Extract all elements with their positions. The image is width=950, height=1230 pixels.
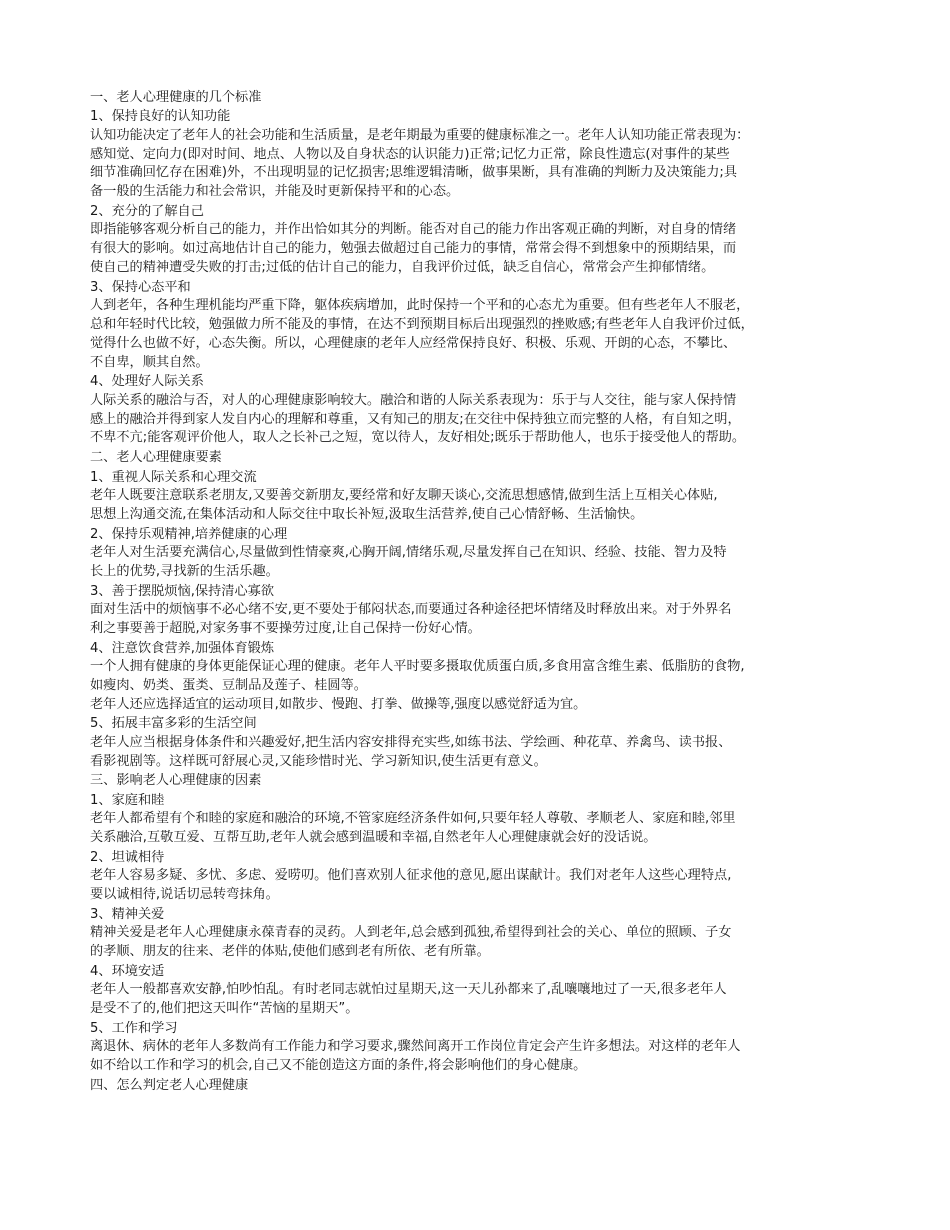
section-heading: 1、家庭和睦 (90, 792, 165, 808)
paragraph (90, 601, 862, 639)
paragraph (90, 127, 862, 202)
paragraph-line: 面对生活中的烦恼事不必心绪不安,更不要处于郁闷状态,而要通过各种途径把坏情绪及时释放出来。对于外界名 (90, 602, 732, 617)
paragraph-line: 是受不了的,他们把这天叫作“苦恼的星期天”。 (90, 1001, 359, 1016)
paragraph-line: 感上的融洽并得到家人发自内心的理解和尊重，又有知己的朋友;在交往中保持独立而完整的人格，有自知之明， (90, 411, 741, 427)
document-body (90, 88, 862, 1095)
paragraph-line: 利之事要善于超脱,对家务事不要操劳过度,让自己保持一份好心情。 (90, 620, 481, 636)
paragraph (90, 297, 862, 372)
paragraph-line: 觉得什么也做不好，心态失衡。所以，心理健康的老年人应经常保持良好、积极、乐观、开朗的心态，不攀比、 (90, 335, 737, 351)
paragraph-line: 老年人应当根据身体条件和兴趣爱好,把生活内容安排得充实些,如练书法、学绘画、种花草、养禽鸟、读书报、 (90, 734, 732, 750)
paragraph-line: 如不给以工作和学习的机会,自己又不能创造这方面的条件,将会影响他们的身心健康。 (90, 1058, 587, 1073)
paragraph-line: 老年人都希望有个和睦的家庭和融洽的环境,不管家庭经济条件如何,只要年轻人尊敬、孝顺老人、家庭和睦,邻里 (90, 811, 736, 827)
paragraph (90, 810, 862, 848)
paragraph-line: 即指能够客观分析自己的能力，并作出恰如其分的判断。能否对自己的能力作出客观正确的判断，对自身的情绪 (90, 222, 737, 238)
paragraph (90, 544, 862, 582)
section-heading: 5、工作和学习 (90, 1020, 178, 1036)
paragraph-line: 老年人一般都喜欢安静,怕吵怕乱。有时老同志就怕过星期天,这一天儿孙都来了,乱嚷嚷地过了一天,很多老年人 (90, 982, 727, 998)
paragraph (90, 981, 862, 1019)
paragraph-line: 要以诚相待,说话切忌转弯抹角。 (90, 887, 279, 902)
paragraph-line: 的孝顺、朋友的往来、老伴的体贴,使他们感到老有所依、老有所靠。 (90, 944, 490, 959)
section-heading: 2、坦诚相待 (90, 849, 165, 865)
section-heading: 4、注意饮食营养,加强体育锻炼 (90, 640, 275, 656)
section-heading: 3、善于摆脱烦恼,保持清心寡欲 (90, 583, 275, 599)
section-heading: 一、老人心理健康的几个标准 (90, 90, 262, 105)
paragraph (90, 392, 862, 448)
section-heading: 3、保持心态平和 (90, 279, 191, 295)
paragraph (90, 221, 862, 277)
paragraph (90, 734, 862, 772)
section-heading: 三、影响老人心理健康的因素 (90, 773, 262, 789)
paragraph-line: 人际关系的融洽与否，对人的心理健康影响较大。融洽和谐的人际关系表现为：乐于与人交往，能与家人保持情 (90, 392, 737, 408)
section-heading: 5、拓展丰富多彩的生活空间 (90, 716, 257, 732)
paragraph-line: 人到老年，各种生理机能均严重下降，躯体疾病增加，此时保持一个平和的心态尤为重要。但有些老年人不服老， (90, 298, 750, 314)
paragraph-line: 老年人既要注意联系老朋友,又要善交新朋友,要经常和好友聊天谈心,交流思想感情,做到生活上互相关心体贴, (90, 488, 718, 503)
section-heading: 四、怎么判定老人心理健康 (90, 1077, 249, 1093)
section-heading: 3、精神关爱 (90, 906, 165, 922)
section-heading: 二、老人心理健康要素 (90, 450, 222, 466)
paragraph-line: 看影视剧等。这样既可舒展心灵,又能珍惜时光、学习新知识,使生活更有意义。 (90, 753, 547, 769)
section-heading: 4、处理好人际关系 (90, 374, 204, 390)
paragraph-line: 离退休、病休的老年人多数尚有工作能力和学习要求,骤然间离开工作岗位肯定会产生许多想法。对这样的老年人 (90, 1039, 741, 1055)
paragraph (90, 487, 862, 525)
section-heading: 4、环境安适 (90, 963, 165, 979)
paragraph-line: 老年人容易多疑、多忧、多虑、爱唠叨。他们喜欢别人征求他的意见,愿出谋献计。我们对老年人这些心理特点, (90, 868, 732, 884)
paragraph-line: 不自卑，顺其自然。 (90, 354, 209, 370)
paragraph-line: 老年人对生活要充满信心,尽量做到性情豪爽,心胸开阔,情绪乐观,尽量发挥自己在知识、经验、技能、智力及特 (90, 545, 727, 560)
paragraph-line: 使自己的精神遭受失败的打击;过低的估计自己的能力，自我评价过低，缺乏自信心，常常会产生抑郁情绪。 (90, 260, 715, 275)
paragraph-line: 老年人还应选择适宜的运动项目,如散步、慢跑、打拳、做操等,强度以感觉舒适为宜。 (90, 696, 587, 712)
paragraph-line: 细节准确回忆存在困难)外，不出现明显的记忆损害;思维逻辑清晰，做事果断，具有准确的判断力及决策能力;具 (90, 165, 738, 181)
paragraph-line: 认知功能决定了老年人的社会功能和生活质量，是老年期最为重要的健康标准之一。老年人认知功能正常表现为： (90, 127, 750, 143)
paragraph-line: 关系融洽,互敬互爱、互帮互助,老年人就会感到温暖和幸福,自然老年人心理健康就会好的没话说。 (90, 830, 657, 845)
section-heading: 1、重视人际关系和心理交流 (90, 469, 257, 485)
paragraph (90, 924, 862, 962)
paragraph-line: 感知觉、定向力(即对时间、地点、人物以及自身状态的认识能力)正常;记忆力正常，除良性遗忘(对事件的某些 (90, 146, 730, 162)
paragraph-line: 不卑不亢;能客观评价他人，取人之长补己之短，宽以待人，友好相处;既乐于帮助他人，也乐于接受他人的帮助。 (90, 430, 746, 446)
paragraph (90, 867, 862, 905)
paragraph-line: 长上的优势,寻找新的生活乐趣。 (90, 563, 279, 579)
paragraph-line: 如瘦肉、奶类、蛋类、豆制品及莲子、桂圆等。 (90, 677, 367, 693)
section-heading: 2、充分的了解自己 (90, 204, 204, 219)
section-heading: 1、保持良好的认知功能 (90, 109, 231, 125)
paragraph (90, 1038, 862, 1076)
paragraph-line: 总和年轻时代比较，勉强做力所不能及的事情，在达不到预期目标后出现强烈的挫败感;有些老年人自我评价过低， (90, 317, 754, 332)
paragraph-line: 有很大的影响。如过高地估计自己的能力，勉强去做超过自己能力的事情，常常会得不到想象中的预期结果，而 (90, 241, 737, 257)
paragraph-line: 一个人拥有健康的身体更能保证心理的健康。老年人平时要多摄取优质蛋白质,多食用富含维生素、低脂肪的食物, (90, 659, 745, 674)
paragraph-line: 思想上沟通交流,在集体活动和人际交往中取长补短,汲取生活营养,使自己心情舒畅、生活愉快。 (90, 506, 644, 522)
paragraph-line: 精神关爱是老年人心理健康永葆青春的灵药。人到老年,总会感到孤独,希望得到社会的关心、单位的照顾、子女 (90, 925, 732, 941)
section-heading: 2、保持乐观精神,培养健康的心理 (90, 526, 288, 542)
paragraph-line: 备一般的生活能力和社会常识，并能及时更新保持平和的心态。 (90, 184, 460, 200)
paragraph (90, 658, 862, 714)
